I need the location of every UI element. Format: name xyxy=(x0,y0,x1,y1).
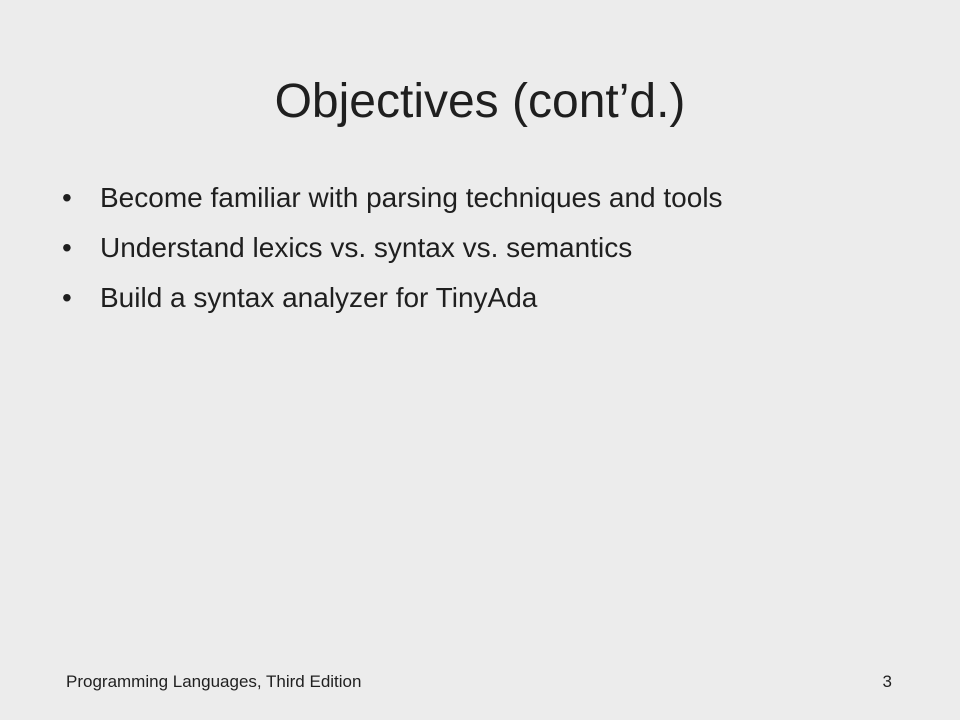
bullet-icon: • xyxy=(62,232,72,263)
footer-page-number: 3 xyxy=(882,672,892,691)
bullet-icon: • xyxy=(62,282,72,313)
footer-book-title: Programming Languages, Third Edition xyxy=(66,672,362,691)
bullet-icon: • xyxy=(62,182,72,213)
bullet-text: Understand lexics vs. syntax vs. semantics xyxy=(100,232,633,263)
bullet-item xyxy=(62,230,922,280)
bullet-text: Become familiar with parsing techniques and tools xyxy=(100,182,723,213)
bullet-item xyxy=(62,180,922,230)
bullet-text: Build a syntax analyzer for TinyAda xyxy=(100,282,538,313)
bullet-list xyxy=(62,180,922,330)
bullet-item xyxy=(62,280,922,330)
slide-title: Objectives (cont’d.) xyxy=(274,75,686,128)
